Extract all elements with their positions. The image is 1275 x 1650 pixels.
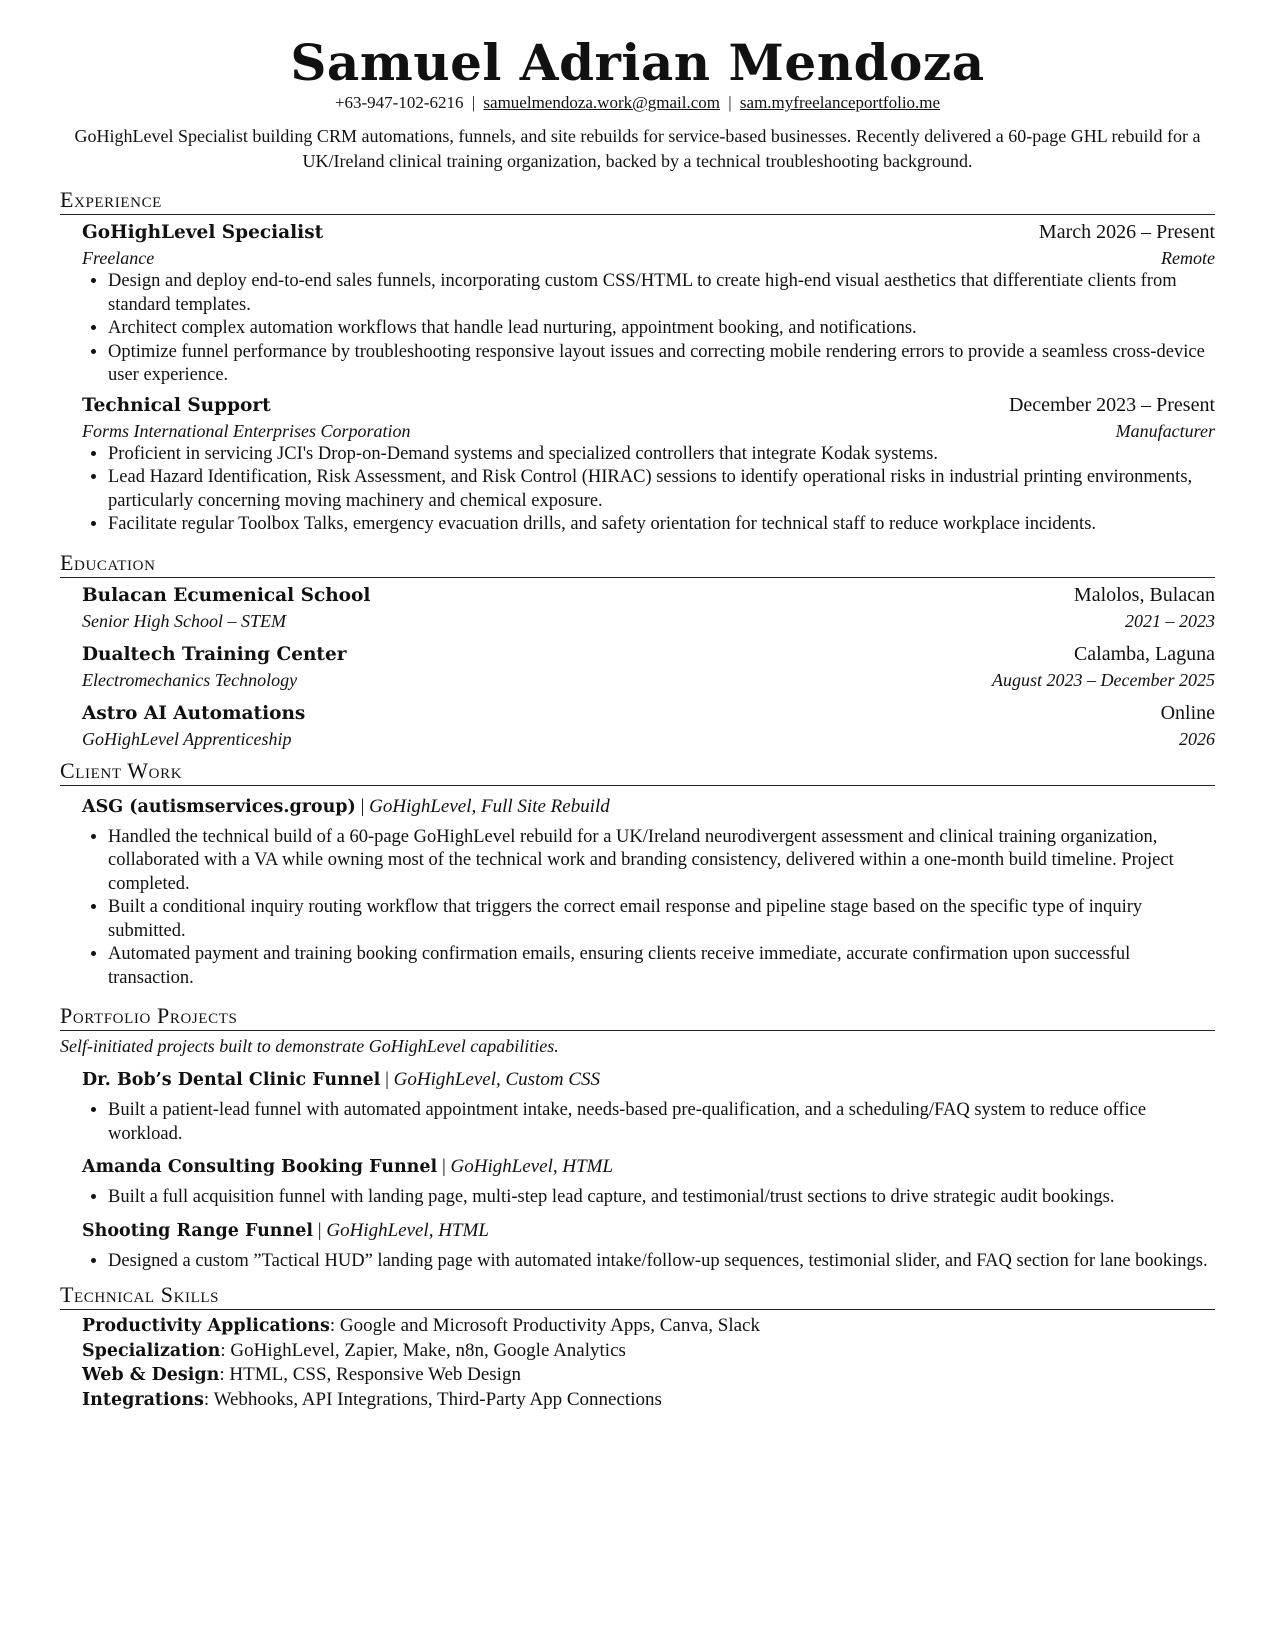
school-location: Online	[1160, 701, 1215, 724]
school-name: Dualtech Training Center	[82, 643, 347, 665]
portfolio-project-name: Dr. Bob’s Dental Clinic Funnel	[82, 1070, 381, 1090]
school-name: Astro AI Automations	[82, 702, 306, 724]
portfolio-project-name: Shooting Range Funnel	[82, 1220, 314, 1241]
skills-list	[82, 1314, 1215, 1412]
school-dates: 2026	[1179, 728, 1215, 749]
job-location: Manufacturer	[1115, 420, 1215, 441]
portfolio-project-bullets	[60, 1186, 1215, 1210]
bullet-item: • Designed a custom ”Tactical HUD” landing page with automated intake/follow-up sequences, testimonial slider, and FAQ section for lane bookings.	[108, 1250, 1215, 1274]
contact-line	[60, 92, 1215, 114]
experience-bullets	[60, 443, 1215, 537]
client-project-bullets	[60, 826, 1215, 991]
bullet-item: • Proficient in servicing JCI's Drop-on-Demand systems and specialized controllers that integrate Kodak systems.	[108, 443, 1215, 467]
school-location: Calamba, Laguna	[1073, 642, 1215, 665]
skill-row	[82, 1363, 1215, 1388]
bullet-item: • Architect complex automation workflows that handle lead nurturing, appointment booking, and notifications.	[108, 317, 1215, 341]
client-project-name: ASG (autismservices.group)	[82, 796, 356, 817]
skill-value: : HTML, CSS, Responsive Web Design	[219, 1364, 521, 1385]
portfolio-project-bullets	[60, 1250, 1215, 1274]
skill-label: Web & Design	[82, 1365, 220, 1385]
skill-value: : Google and Microsoft Productivity Apps, Canva, Slack	[329, 1315, 760, 1336]
bullet-item: • Optimize funnel performance by troubleshooting responsive layout issues and correcting mobile rendering errors to provide a seamless cross-device user experience.	[108, 341, 1215, 388]
phone-number: +63-947-102-6216	[334, 93, 464, 112]
school-dates: August 2023 – December 2025	[992, 669, 1215, 690]
portfolio-project-header	[82, 1154, 1215, 1180]
candidate-name: Samuel Adrian Mendoza	[290, 33, 985, 92]
website-link[interactable]: sam.myfreelanceportfolio.me	[739, 93, 941, 112]
portfolio-project-header	[82, 1218, 1215, 1244]
section-title-client-work: Client Work	[60, 759, 1215, 786]
skill-value: : GoHighLevel, Zapier, Make, n8n, Google Analytics	[220, 1339, 626, 1361]
separator: |	[471, 93, 476, 112]
school-program: Senior High School – STEM	[82, 610, 286, 631]
experience-entry	[82, 219, 1215, 270]
school-location: Malolos, Bulacan	[1073, 583, 1215, 606]
skill-value: : Webhooks, API Integrations, Third-Party App Connections	[203, 1388, 662, 1410]
skill-label: Specialization	[82, 1340, 221, 1361]
job-dates: December 2023 – Present	[1008, 393, 1215, 416]
education-entry	[82, 582, 1215, 633]
job-dates: March 2026 – Present	[1038, 221, 1215, 243]
job-role: GoHighLevel Specialist	[82, 222, 324, 243]
client-project-header	[82, 794, 1215, 820]
separator: |	[360, 795, 365, 817]
section-title-skills: Technical Skills	[60, 1283, 1215, 1310]
school-name: Bulacan Ecumenical School	[82, 584, 371, 606]
school-program: Electromechanics Technology	[82, 669, 298, 690]
education-entry	[82, 700, 1215, 751]
email-link[interactable]: samuelmendoza.work@gmail.com	[483, 93, 721, 112]
section-title-portfolio: Portfolio Projects	[60, 1004, 1215, 1031]
portfolio-project-stack: GoHighLevel, HTML	[326, 1219, 489, 1241]
summary: GoHighLevel Specialist building CRM automations, funnels, and site rebuilds for service-based businesses. Recently delivered a 60-page GHL rebuild for a UK/Ireland clinical training organization, backed by a technical troubleshooting background.	[74, 126, 1201, 171]
bullet-item: • Handled the technical build of a 60-page GoHighLevel rebuild for a UK/Ireland neurodivergent assessment and clinical training organization, collaborated with a VA while owning most of the technical work and branding consistency, delivered within a one-month build timeline. Project completed.	[108, 826, 1215, 897]
skill-row	[82, 1339, 1215, 1364]
job-location: Remote	[1161, 248, 1215, 268]
skill-label: Productivity Applications	[82, 1316, 330, 1336]
section-title-education: Education	[60, 551, 1215, 578]
bullet-item: • Design and deploy end-to-end sales funnels, incorporating custom CSS/HTML to create high-end visual aesthetics that differentiate clients from standard templates.	[108, 270, 1215, 317]
education-entry	[82, 641, 1215, 692]
experience-bullets	[60, 270, 1215, 388]
bullet-item: • Built a patient-lead funnel with automated appointment intake, needs-based pre-qualification, and a scheduling/FAQ system to reduce office workload.	[108, 1099, 1215, 1146]
school-program: GoHighLevel Apprenticeship	[82, 728, 292, 749]
separator: |	[441, 1156, 446, 1177]
section-title-experience: Experience	[60, 188, 1215, 215]
portfolio-project-name: Amanda Consulting Booking Funnel	[82, 1157, 438, 1177]
bullet-item: • Automated payment and training booking confirmation emails, ensuring clients receive immediate, accurate confirmation upon successful transaction.	[108, 943, 1215, 990]
separator: |	[728, 93, 732, 112]
bullet-item: • Built a conditional inquiry routing workflow that triggers the correct email response and pipeline stage based on the specific type of inquiry submitted.	[108, 896, 1215, 943]
portfolio-intro: Self-initiated projects built to demonstrate GoHighLevel capabilities.	[60, 1036, 559, 1056]
experience-entry	[82, 392, 1215, 443]
job-company: Forms International Enterprises Corporation	[82, 420, 411, 441]
school-dates: 2021 – 2023	[1125, 610, 1215, 631]
skill-row	[82, 1388, 1215, 1413]
bullet-item: • Facilitate regular Toolbox Talks, emergency evacuation drills, and safety orientation for technical staff to reduce workplace incidents.	[108, 513, 1215, 537]
portfolio-project-header	[82, 1067, 1215, 1093]
job-company: Freelance	[82, 248, 155, 268]
portfolio-project-stack: GoHighLevel, HTML	[450, 1156, 614, 1177]
portfolio-project-stack: GoHighLevel, Custom CSS	[393, 1069, 600, 1090]
resume-page	[60, 22, 1215, 1412]
job-role: Technical Support	[82, 394, 271, 416]
client-project-stack: GoHighLevel, Full Site Rebuild	[369, 795, 610, 817]
skill-label: Integrations	[82, 1389, 204, 1410]
bullet-item: • Lead Hazard Identification, Risk Assessment, and Risk Control (HIRAC) sessions to identify operational risks in industrial printing environments, particularly concerning moving machinery and chemical exposure.	[108, 466, 1215, 513]
skill-row	[82, 1314, 1215, 1339]
bullet-item: • Built a full acquisition funnel with landing page, multi-step lead capture, and testimonial/trust sections to drive strategic audit bookings.	[108, 1186, 1215, 1210]
portfolio-project-bullets	[60, 1099, 1215, 1146]
separator: |	[385, 1069, 389, 1090]
separator: |	[317, 1219, 322, 1241]
